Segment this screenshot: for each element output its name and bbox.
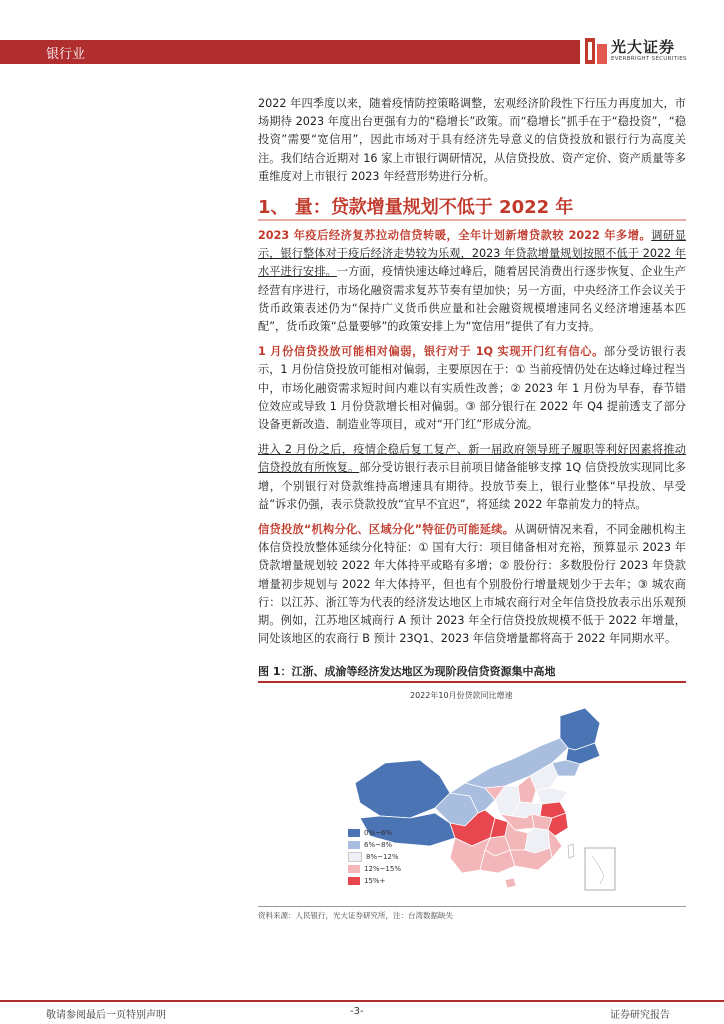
brand-logo-icon [585,38,607,64]
paragraph-loan-growth [258,227,686,336]
body-text: 从调研情况来看，不同金融机构主体信贷投放整体延续分化特征：① 国有大行：项目储备相对充裕，预算显示 2023 年贷款增量规划较 2022 年大体持平或略有多增；② 股份行：多数股份行 2023 年贷款增量初步规划与 2022 年大体持平，但也有个别股份行增量规划少于去年；③ 城农商行：以江苏、浙江等为代表的经济发达地区上市城农商行对全年信贷投放表示出乐观预期。例如，江苏地区城商行 A 预计 2023 年全行信贷投放规模不低于 2022 年增量，同处该地区的农商行 B 预计 23Q1、2023 年信贷增量都将高于 2022 年同期水平。 [258,523,686,646]
brand-name-en: EVERBRIGHT SECURITIES [611,56,687,62]
legend-swatch [348,877,360,885]
disclaimer-note: 敬请参阅最后一页特别声明 [46,1010,166,1021]
map-title: 2022年10月份贷款同比增速 [410,691,513,700]
figure-title: 图 1：江浙、成渝等经济发达地区为现阶段信贷资源集中高地 [258,663,686,683]
legend-item [348,840,401,850]
legend-swatch [348,865,360,873]
section-label: 银行业 [46,47,86,62]
region-shandong [536,788,568,804]
report-body [258,95,686,655]
legend-item [348,864,401,874]
legend-label: 12%~15% [364,865,401,873]
highlight-lead: 2023 年疫后经济复苏拉动信贷转暖，全年计划新增贷款较 2022 年多增。 [258,229,652,243]
region-taiwan [568,844,574,858]
region-hainan [505,878,516,888]
header-band [0,40,580,64]
legend-label: 6%~8% [364,841,393,849]
highlight-lead: 信贷投放“机构分化、区域分化”特征仍可能延续。 [258,523,515,537]
body-text: 一方面，疫情快速达峰过峰后，随着居民消费出行逐步恢复、企业生产经营有序进行，市场化融资需求复苏节奏有望加快；另一方面，中央经济工作会议关于货币政策表述仍为“保持广义货币供应量和社会融资规模增速同名义经济增速基本匹配”，货币政策“总量要够”的政策安排上为“宽信用”提供了有力支持。 [258,265,686,334]
legend-item [348,852,401,862]
legend-swatch [348,829,360,837]
legend-label: 15%+ [364,877,386,885]
page-footer [0,1000,724,1024]
legend-item [348,828,401,838]
brand-name: 光大证券 [611,38,676,56]
paragraph-january [258,343,686,434]
body-text: 部分受访银行表示，1 月份信贷投放可能相对偏弱，主要原因在于：① 当前疫情仍处在达峰过峰过程当中，市场化融资需求短时间内难以有实质性改善；② 2023 年 1 月份为早春，春节错位效应或导致 1 月份贷款增长相对偏弱。③ 部分银行在 2022 年 Q4 提前透支了部分设备更新改造、制造业等项目，或对“开门红”形成分流。 [258,345,686,432]
intro-paragraph: 2022 年四季度以来，随着疫情防控策略调整，宏观经济阶段性下行压力再度加大，市场期待 2023 年度出台更强有力的“稳增长”政策。而“稳增长”抓手在于“稳投资”，“稳投资”需要“宽信用”，因此市场对于具有经济先导意义的信贷投放和银行行为高度关注。我们结合近期对 16 家上市银行调研情况，从信贷投放、资产定价、资产质量等多重维度对上市银行 2023 年经营形势进行分析。 [258,97,686,183]
highlight-lead: 1 月份信贷投放可能相对偏弱，银行对于 1Q 实现开门红有信心。 [258,345,604,359]
underlined-text: 调研显示，银行整体对于疫后经济走势较为乐观，2023 年贷款增量规划按照不低于 2022 年水平进行安排。 [258,229,686,279]
paragraph-differentiation [258,521,686,648]
section-heading: 1、 量：贷款增量规划不低于 2022 年 [258,193,686,221]
legend-item [348,876,401,886]
legend-label: 0%~6% [364,829,393,837]
body-text: 部分受访银行表示目前项目储备能够支撑 1Q 信贷投放实现同比多增，个别银行对贷款维持高增速具有期待。投放节奏上，银行业整体“早投放、早受益”诉求仍强，表示贷款投放“宜早不宜迟”，将延续 2022 年靠前发力的特点。 [258,461,686,511]
paragraph-february [258,441,686,514]
china-map-figure [300,688,640,898]
legend-label: 8%~12% [366,853,399,861]
legend-swatch [348,852,362,862]
brand-logo [585,36,715,72]
underlined-text: 进入 2 月份之后，疫情企稳后复工复产、新一届政府领导班子履职等利好因素将推动信贷投放有所恢复。 [258,443,686,475]
figure-source: 资料来源：人民银行，光大证券研究所，注：台湾数据缺失 [258,906,686,924]
legend-swatch [348,841,360,849]
page-number: -3- [350,1006,364,1017]
report-type: 证券研究报告 [610,1010,670,1021]
footer-divider [0,1000,724,1002]
map-legend [348,828,401,888]
